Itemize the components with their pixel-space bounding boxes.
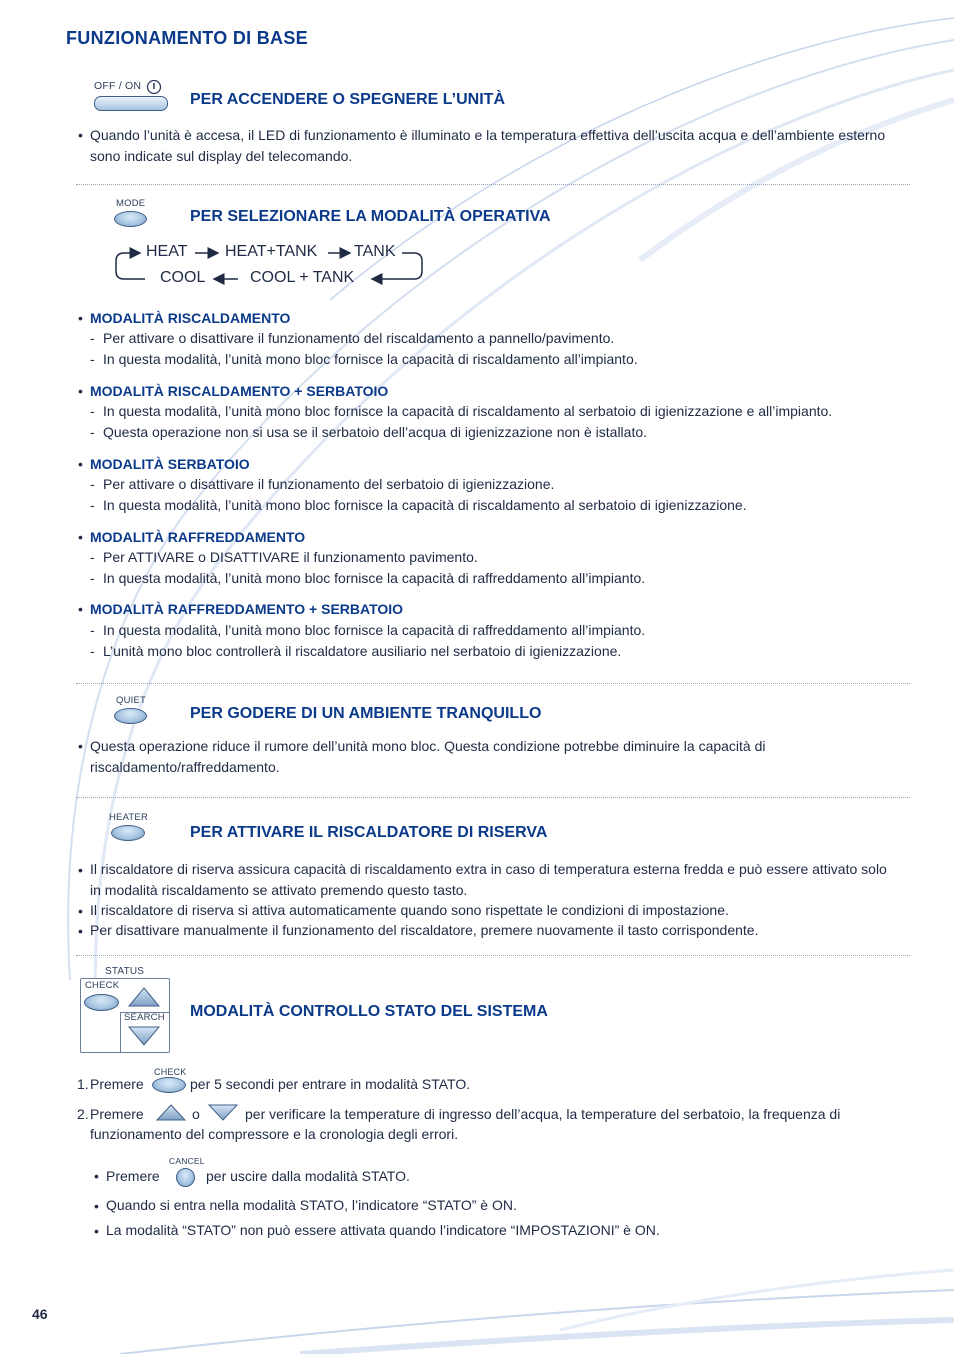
dash-icon: - [90,424,95,440]
dash-icon: - [90,622,95,638]
step2-or: o [192,1106,200,1122]
up-arrow-icon[interactable] [127,986,161,1008]
flow-cool-tank: COOL + TANK [250,269,355,286]
down-arrow-icon[interactable] [127,1025,161,1047]
page-title: FUNZIONAMENTO DI BASE [66,28,308,48]
onoff-title: PER ACCENDERE O SPEGNERE L’UNITÀ [190,91,506,108]
onoff-button[interactable] [94,96,168,111]
bullet-icon: • [78,903,83,919]
quiet-button[interactable] [114,708,147,724]
mode-item: In questa modalità, l’unità mono bloc fornisce la capacità di riscaldamento all’impianto. [103,351,638,367]
power-icon [146,79,162,95]
cancel-post: per uscire dalla modalità STATO. [206,1168,410,1184]
dash-icon: - [90,549,95,565]
quiet-title: PER GODERE DI UN AMBIENTE TRANQUILLO [190,705,542,722]
mode-item: In questa modalità, l’unità mono bloc fornisce la capacità di raffreddamento all’impianto. [103,570,646,586]
mode-button-label: MODE [116,198,146,209]
flow-heat-tank: HEAT+TANK [225,243,318,260]
cancel-label: CANCEL [169,1156,205,1166]
step1-post: per 5 secondi per entrare in modalità STATO. [190,1076,471,1092]
mode-item: In questa modalità, l’unità mono bloc fornisce la capacità di riscaldamento al serbatoio di igienizzazione. [103,497,747,513]
step2-line1: per verificare la temperature di ingresso dell’acqua, la temperature del serbatoio, la frequenza di [245,1106,841,1122]
heater-title: PER ATTIVARE IL RISCALDATORE DI RISERVA [190,824,548,841]
flow-cool: COOL [160,269,206,286]
step1-check-label: CHECK [154,1067,187,1077]
separator [76,955,910,956]
step2-down-arrow-icon[interactable] [207,1104,239,1122]
mode-heading: MODALITÀ SERBATOIO [90,456,250,472]
onoff-button-label: OFF / ON [94,80,142,92]
status-panel-label: STATUS [105,966,145,977]
separator [76,184,910,185]
step2-up-arrow-icon[interactable] [155,1104,187,1122]
quiet-description: Questa operazione riduce il rumore dell’unità mono bloc. Questa condizione potrebbe diminuire la capacità di riscaldamento/raffreddamento. [90,738,766,775]
mode-item: Per ATTIVARE o DISATTIVARE il funzionamento pavimento. [103,549,478,565]
mode-item: In questa modalità, l’unità mono bloc fornisce la capacità di raffreddamento all’impianto. [103,622,646,638]
mode-item: Per attivare o disattivare il funzionamento del riscaldamento a pannello/pavimento. [103,330,615,346]
dash-icon: - [90,351,95,367]
dash-icon: - [90,476,95,492]
check-label: CHECK [85,980,120,991]
mode-heading: MODALITÀ RISCALDAMENTO + SERBATOIO [90,383,389,399]
heater-description: Il riscaldatore di riserva assicura capacità di riscaldamento extra in caso di temperatura esterna fredda e può essere attivato solo in modalità riscaldamento se attivato premendo questo tasto. [90,861,887,898]
search-label: SEARCH [124,1012,165,1023]
dash-icon: - [90,403,95,419]
heater-description: Il riscaldatore di riserva si attiva automaticamente quando sono rispettate le condizioni di impostazione. [90,902,729,918]
bullet-icon: • [78,383,83,399]
heater-button-label: HEATER [109,812,149,823]
cancel-button[interactable] [176,1168,195,1187]
step2-number: 2. [77,1106,89,1122]
step2-pre: Premere [90,1106,144,1122]
step2-line2: funzionamento del compressore e la cronologia degli errori. [90,1126,459,1142]
step1-pre: Premere [90,1076,144,1092]
cancel-pre: Premere [106,1168,160,1184]
dash-icon: - [90,497,95,513]
dash-icon: - [90,330,95,346]
check-button[interactable] [84,994,119,1011]
page-number: 46 [32,1306,48,1322]
mode-heading: MODALITÀ RAFFREDDAMENTO + SERBATOIO [90,601,404,617]
heater-button[interactable] [111,825,145,841]
step1-number: 1. [77,1076,89,1092]
mode-item: Questa operazione non si usa se il serbatoio dell’acqua di igienizzazione non è istallato. [103,424,648,440]
status-note: La modalità “STATO” non può essere attivata quando l’indicatore “IMPOSTAZIONI” è ON. [106,1222,660,1238]
bullet-icon: • [78,529,83,545]
mode-title: PER SELEZIONARE LA MODALITÀ OPERATIVA [190,208,551,225]
bullet-icon: • [78,456,83,472]
mode-item: L’unità mono bloc controllerà il riscaldatore ausiliario nel serbatoio di igienizzazione. [103,643,622,659]
bullet-icon: • [78,127,83,143]
quiet-button-label: QUIET [116,695,147,706]
step1-check-button[interactable] [152,1077,186,1093]
separator [76,797,910,798]
flow-tank: TANK [354,243,396,260]
bullet-icon: • [78,310,83,326]
mode-button[interactable] [114,211,147,227]
bullet-icon: • [94,1223,99,1239]
dash-icon: - [90,643,95,659]
status-title: MODALITÀ CONTROLLO STATO DEL SISTEMA [190,1003,548,1020]
flow-heat: HEAT [146,243,188,260]
mode-heading: MODALITÀ RAFFREDDAMENTO [90,529,306,545]
bullet-icon: • [78,738,83,754]
dash-icon: - [90,570,95,586]
mode-heading: MODALITÀ RISCALDAMENTO [90,310,291,326]
bullet-icon: • [78,862,83,878]
status-note: Quando si entra nella modalità STATO, l’indicatore “STATO” è ON. [106,1197,517,1213]
bullet-icon: • [78,923,83,939]
bullet-icon: • [94,1168,99,1184]
separator [76,683,910,684]
mode-item: In questa modalità, l’unità mono bloc fornisce la capacità di riscaldamento al serbatoio di igienizzazione e all’impianto. [103,403,833,419]
onoff-description: Quando l’unità è accesa, il LED di funzionamento è illuminato e la temperatura effettiva dell’uscita acqua e dell’ambiente esterno sono indicate sul display del telecomando. [90,127,886,164]
heater-description: Per disattivare manualmente il funzionamento del riscaldatore, premere nuovamente il tasto corrispondente. [90,922,759,938]
bullet-icon: • [94,1198,99,1214]
mode-item: Per attivare o disattivare il funzionamento del serbatoio di igienizzazione. [103,476,555,492]
bullet-icon: • [78,601,83,617]
